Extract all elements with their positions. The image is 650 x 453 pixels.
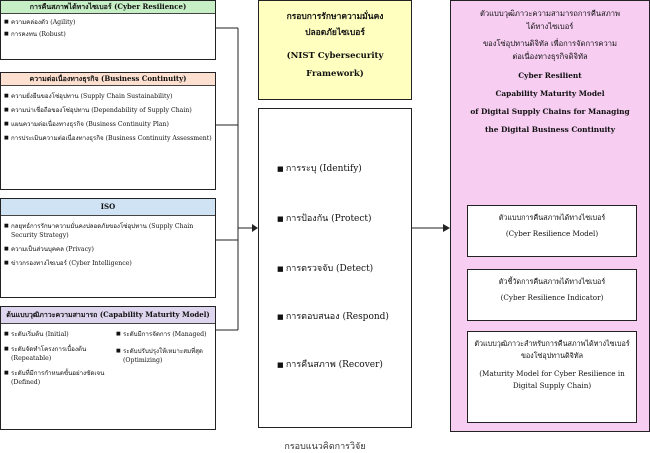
- cyber-resilience-box: [0, 0, 216, 60]
- right-title-en-1: Capability Maturity Model: [495, 89, 605, 98]
- iso-title: ISO: [1, 199, 215, 216]
- card-en: (Cyber Resilience Indicator): [500, 293, 604, 302]
- maturity-box: [0, 306, 216, 430]
- business-continuity-title: ความต่อเนื่องทางธุรกิจ (Business Continuity): [1, 73, 215, 86]
- list-item: ■ ความเป็นส่วนบุคคล (Privacy): [1, 245, 215, 254]
- nist-title-box: [258, 0, 412, 100]
- cyber-resilient-model-box: [450, 0, 650, 432]
- card-th: ตัวชี้วัดการคืนสภาพได้ทางไซเบอร์: [498, 277, 606, 286]
- list-item: ■ ระดับปรับปรุงให้เหมาะสมที่สุด (Optimizing): [113, 347, 213, 365]
- right-title-th-1: ได้ทางไซเบอร์: [526, 22, 574, 31]
- right-title-en-2: of Digital Supply Chains for Managing: [470, 107, 630, 116]
- list-item: ■ ระดับเริ่มต้น (Initial): [1, 330, 113, 339]
- list-item: ■ การคงทน (Robust): [1, 30, 215, 39]
- cyber-resilience-model-card: [467, 205, 637, 257]
- card-en: (Cyber Resilience Model): [505, 229, 599, 238]
- cyber-resilience-indicator-card: [467, 269, 637, 321]
- list-item: ■ ระดับที่มีการกำหนดขั้นอย่างชัดเจน (Defined): [1, 369, 113, 387]
- list-item: ■ ระดับจัดทำโครงการเบื้องต้น (Repeatable): [1, 345, 113, 363]
- nist-title-th-1: กรอบการรักษาความมั่นคง: [286, 12, 384, 22]
- business-continuity-box: [0, 72, 216, 190]
- card-en: (Maturity Model for Cyber Resilience in Digital Supply Chain): [479, 369, 625, 390]
- maturity-model-card: [467, 331, 637, 423]
- right-title-en-3: the Digital Business Continuity: [484, 125, 616, 134]
- list-item: ■ แผนความต่อเนื่องทางธุรกิจ (Business Continuity Plan): [1, 120, 215, 129]
- right-title-en-0: Cyber Resilient: [518, 71, 582, 80]
- list-item: ■ ความน่าเชื่อถือของโซ่อุปทาน (Dependability of Supply Chain): [1, 106, 215, 115]
- right-title-th-2: ของโซ่อุปทานดิจิทัล เพื่อการจัดการความ: [482, 39, 618, 48]
- list-item: ■ ความคล่องตัว (Agility): [1, 18, 215, 27]
- nist-item-protect: ■ การป้องกัน (Protect): [277, 211, 372, 225]
- nist-title-en-1: (NIST Cybersecurity: [286, 51, 384, 61]
- list-item: ■ ข่าวกรองทางไซเบอร์ (Cyber Intelligence): [1, 259, 215, 268]
- figure-caption: กรอบแนวคิดการวิจัย: [284, 442, 366, 452]
- list-item: ■ กลยุทธ์การรักษาความมั่นคงปลอดภัยของโซ่อุปทาน (Supply Chain Security Strategy): [1, 222, 215, 240]
- list-item: ■ ระดับมีการจัดการ (Managed): [113, 330, 213, 339]
- card-th: ตัวแบบการคืนสภาพได้ทางไซเบอร์: [498, 213, 606, 222]
- nist-item-recover: ■ การคืนสภาพ (Recover): [277, 357, 383, 371]
- maturity-title: ต้นแบบวุฒิภาวะความสามารถ (Capability Maturity Model): [1, 307, 215, 324]
- iso-box: [0, 198, 216, 298]
- nist-title-en-2: Framework): [306, 69, 364, 79]
- card-th: ตัวแบบวุฒิภาวะสำหรับการคืนสภาพได้ทางไซเบอร์ของโซ่อุปทานดิจิทัล: [474, 339, 630, 360]
- right-title-th-0: ตัวแบบวุฒิภาวะความสามารถการคืนสภาพ: [479, 9, 621, 18]
- nist-item-detect: ■ การตรวจจับ (Detect): [277, 261, 373, 275]
- list-item: ■ ความยั่งยืนของโซ่อุปทาน (Supply Chain Sustainability): [1, 92, 215, 101]
- nist-title-th-2: ปลอดภัยไซเบอร์: [305, 28, 365, 38]
- list-item: ■ การประเมินความต่อเนื่องทางธุรกิจ (Business Continuity Assessment): [1, 134, 215, 143]
- right-title-th-3: ต่อเนื่องทางธุรกิจดิจิทัล: [512, 52, 588, 61]
- nist-functions-box: [258, 108, 412, 428]
- nist-item-identify: ■ การระบุ (Identify): [277, 161, 362, 175]
- nist-item-respond: ■ การตอบสนอง (Respond): [277, 309, 389, 323]
- cyber-resilience-title: การคืนสภาพได้ทางไซเบอร์ (Cyber Resilience): [1, 1, 215, 14]
